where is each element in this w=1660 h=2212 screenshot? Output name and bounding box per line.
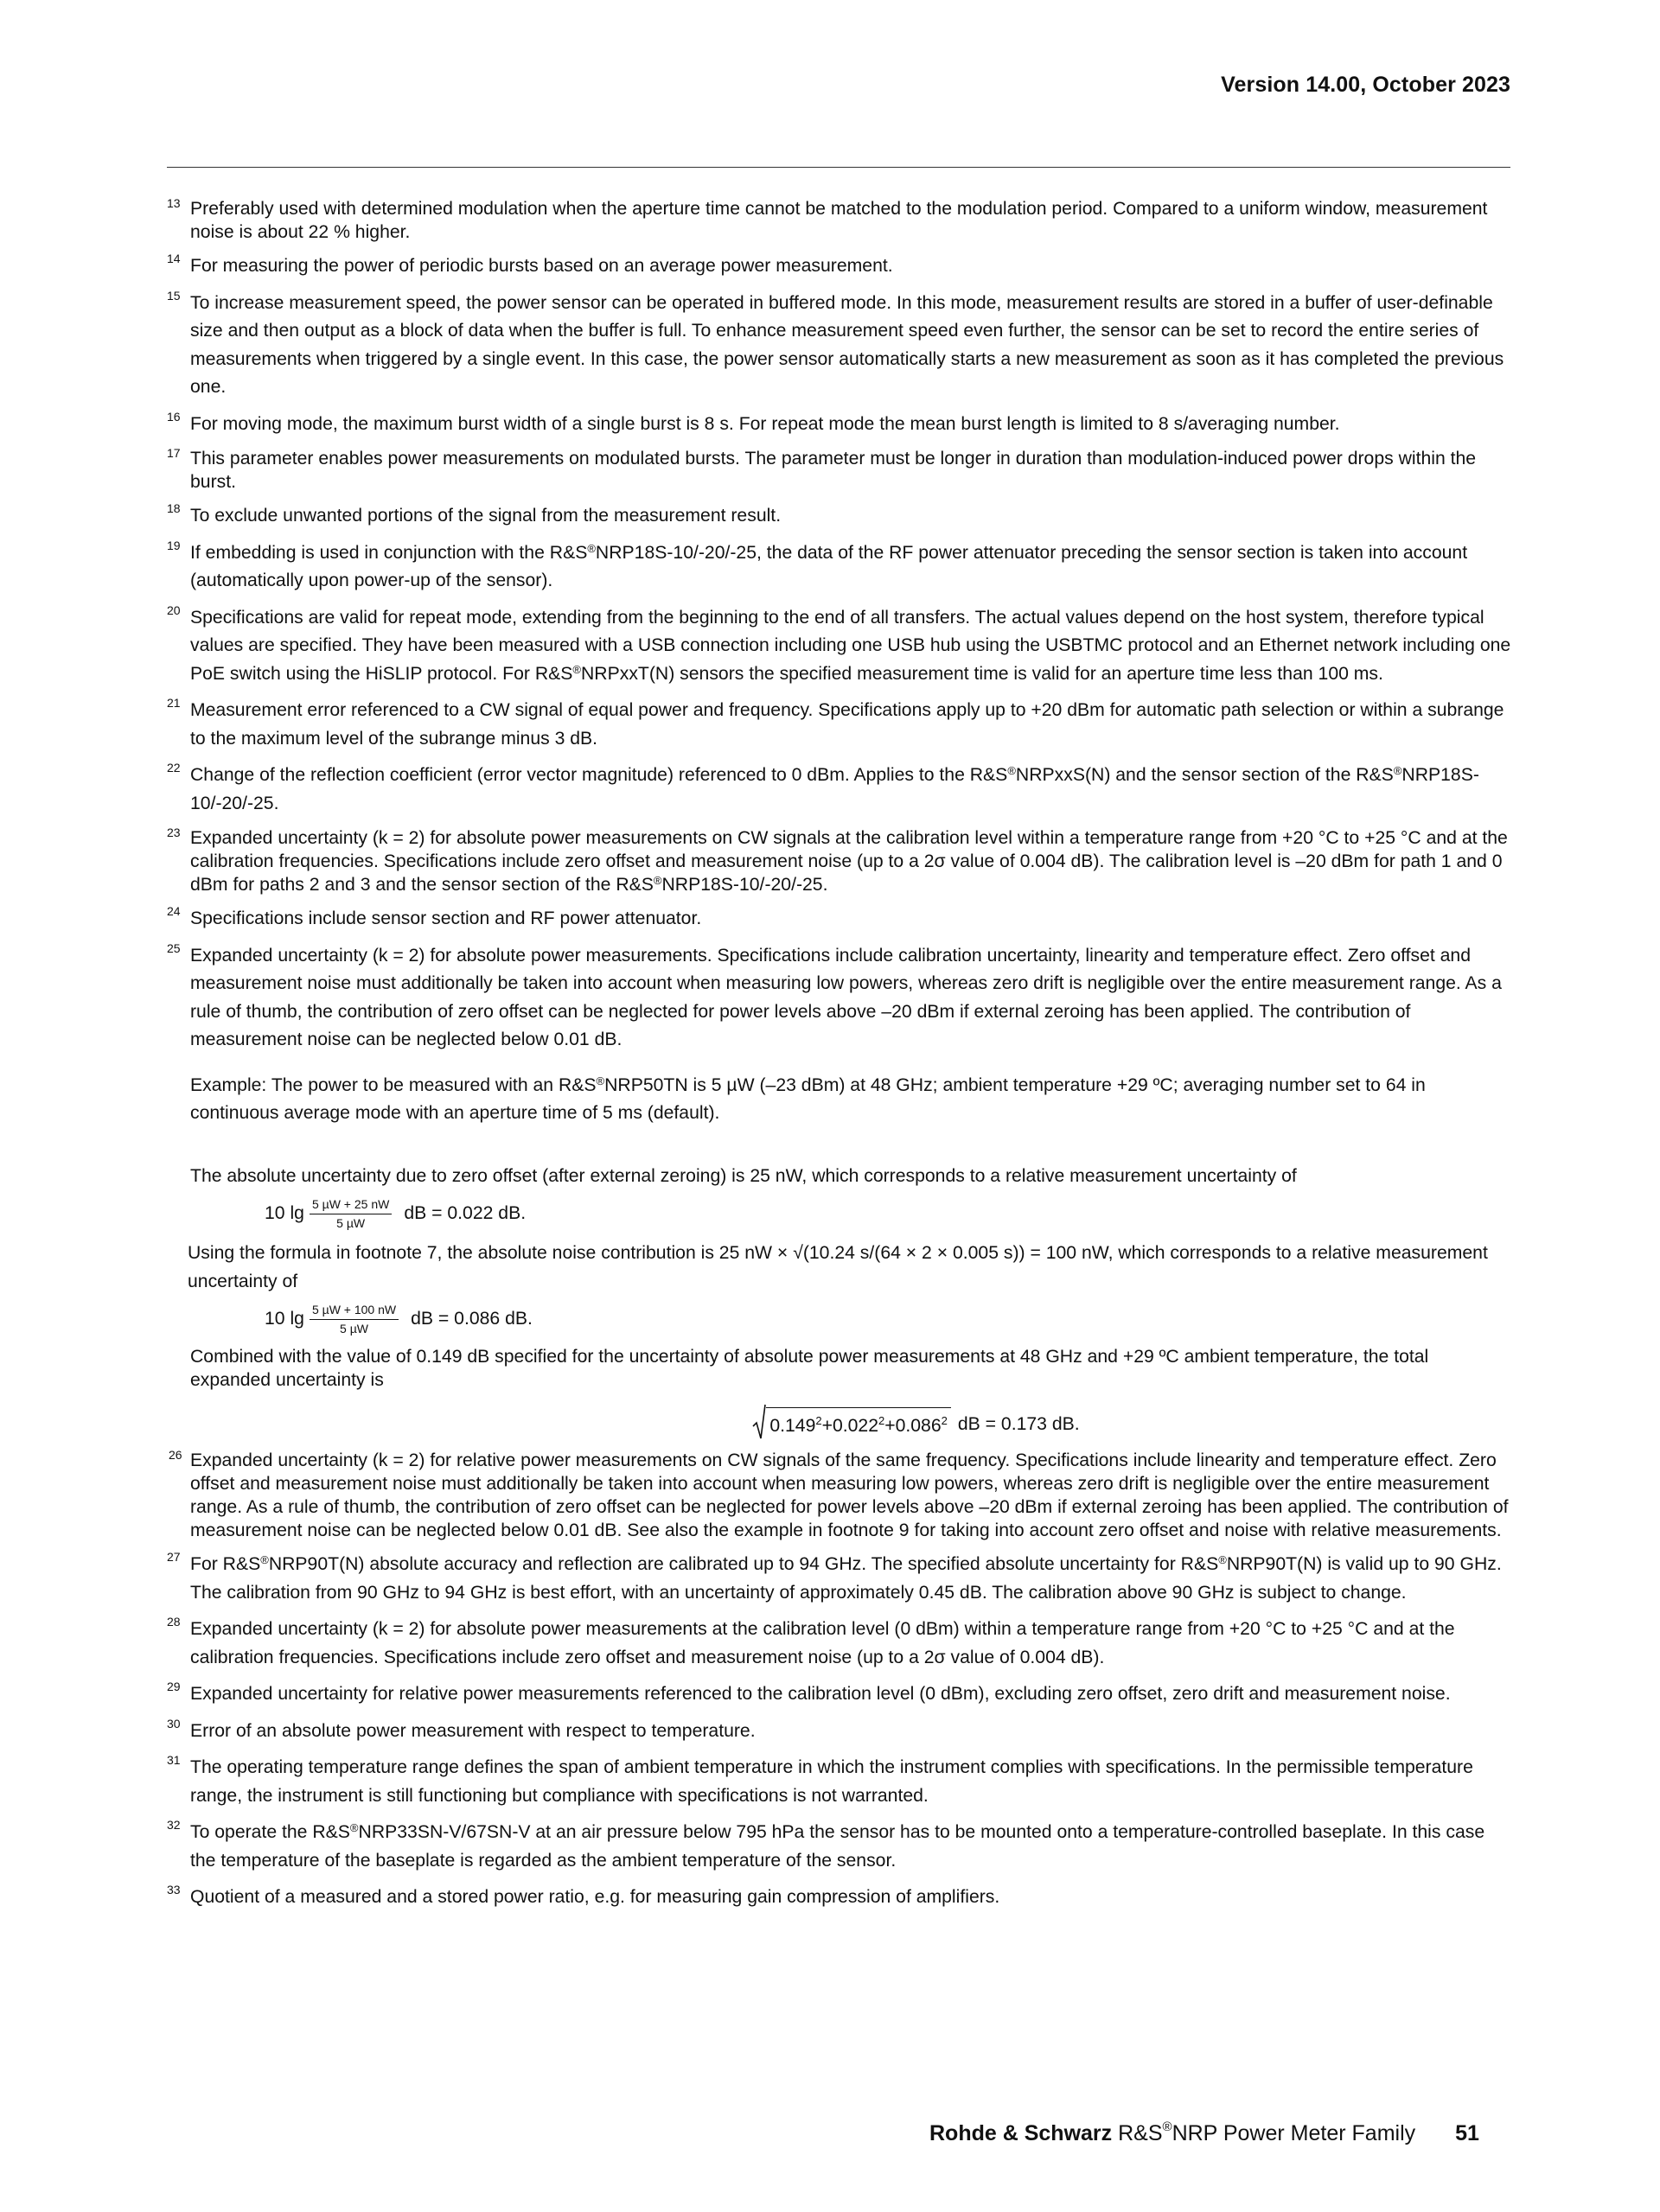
- footnote-number: 13: [167, 196, 181, 210]
- footer-brand: Rohde & Schwarz: [929, 2121, 1113, 2145]
- footnote-13: [167, 197, 1512, 244]
- footnote-text: Expanded uncertainty (k = 2) for absolute power measurements on CW signals at the calibration level within a temperature range from +20 °C to +25 °C and at the calibration frequencies. Specifications include zero offset and measurement noise (up to a 2σ value of 0.004 dB). The calibration level is –20 dBm for path 1 and 0 dBm for paths 2 and 3 and the sensor section of the R&S: [190, 828, 1508, 895]
- registered-mark: ®: [1162, 2120, 1172, 2134]
- exponent: 2: [815, 1413, 822, 1427]
- footnote-32: [167, 1819, 1512, 1875]
- term: +0.022: [821, 1415, 878, 1436]
- fraction-numerator: 5 µW + 25 nW: [310, 1197, 392, 1214]
- footnote-number: 19: [167, 538, 181, 552]
- footnote-19: [167, 539, 1512, 596]
- footnote-16: [167, 411, 1512, 439]
- footnote-28: [167, 1616, 1512, 1672]
- footnote-30: [167, 1718, 1512, 1746]
- page-footer: [929, 2121, 1479, 2146]
- registered-mark: ®: [1393, 764, 1402, 777]
- square-root: [752, 1404, 951, 1440]
- footnote-text: Specifications include sensor section and RF power attenuator.: [190, 908, 702, 928]
- footnote-text: The operating temperature range defines the span of ambient temperature in which the instrument complies with specifications. In the permissible temperature range, the instrument is still functioning but compliance with specifications is not warranted.: [190, 1757, 1473, 1806]
- footnote-paragraph: Expanded uncertainty (k = 2) for absolute power measurements. Specifications include calibration uncertainty, linearity and temperature effect. Zero offset and measurement noise must additionally be taken into account when measuring low powers, whereas zero drift is negligible over the entire measurement range. As a rule of thumb, the contribution of zero offset can be neglected for power levels above –20 dBm if external zeroing has been applied. The contribution of measurement noise can be neglected below 0.01 dB.: [190, 945, 1502, 1049]
- footnote-text: Preferably used with determined modulation when the aperture time cannot be matched to the modulation period. Compared to a uniform window, measurement noise is about 22 % higher.: [190, 199, 1488, 242]
- footnotes: [167, 197, 1512, 1921]
- footnote-text: NRP18S-10/-20/-25.: [661, 875, 828, 895]
- footnote-number: 27: [167, 1550, 181, 1564]
- footnote-text: Measurement error referenced to a CW signal of equal power and frequency. Specifications apply up to +20 dBm for automatic path selection or within a subrange to the maximum level of the subrange minus 3 dB.: [190, 700, 1504, 749]
- formula-result: dB = 0.022 dB.: [404, 1203, 527, 1224]
- footnote-text: Quotient of a measured and a stored power ratio, e.g. for measuring gain compression of amplifiers.: [190, 1887, 1000, 1907]
- footnote-number: 33: [167, 1883, 181, 1896]
- registered-mark: ®: [1218, 1553, 1227, 1566]
- footnote-number: 32: [167, 1818, 181, 1832]
- footnote-paragraph: Using the formula in footnote 7, the absolute noise contribution is 25 nW × √(10.24 s/(64 × 2 × 0.005 s)) = 100 nW, which corresponds to a relative measurement uncertainty of: [188, 1243, 1488, 1291]
- radical-sign-icon: [752, 1404, 766, 1440]
- term: 0.149: [769, 1415, 816, 1436]
- footnote-14: [167, 252, 1512, 281]
- exponent: 2: [878, 1413, 885, 1427]
- footnote-21: [167, 697, 1512, 753]
- footnote-text: To increase measurement speed, the power sensor can be operated in buffered mode. In this mode, measurement results are stored in a buffer of user-definable size and then output as a block of data when the buffer is full. To enhance measurement speed even further, the sensor can be set to record the entire series of measurements when triggered by a single event. In this case, the power sensor automatically starts a new measurement as soon as it has completed the previous one.: [190, 292, 1504, 397]
- footnote-text: NRP50TN is 5 µW (–23 dBm) at 48 GHz; ambient temperature +29 ºC; averaging number set to 64 in continuous average mode with an aperture time of 5 ms (default).: [190, 1074, 1426, 1123]
- registered-mark: ®: [349, 1821, 359, 1834]
- formula-fraction: [310, 1197, 392, 1231]
- footnote-text: Example: The power to be measured with an R&S: [190, 1074, 597, 1095]
- footnote-17: [167, 447, 1512, 494]
- footnote-text: NRP90T(N) absolute accuracy and reflection are calibrated up to 94 GHz. The specified absolute uncertainty for R&S: [268, 1554, 1219, 1574]
- footnote-text: This parameter enables power measurements on modulated bursts. The parameter must be longer in duration than modulation-induced power drops within the burst.: [190, 449, 1477, 492]
- footnote-number: 31: [167, 1753, 181, 1767]
- footnote-text: For moving mode, the maximum burst width of a single burst is 8 s. For repeat mode the mean burst length is limited to 8 s/averaging number.: [190, 413, 1340, 434]
- footnote-number: 23: [167, 826, 181, 839]
- footnote-number: 25: [167, 940, 181, 955]
- footnote-18: [167, 502, 1512, 531]
- registered-mark: ®: [653, 874, 662, 887]
- page-number: 51: [1455, 2121, 1479, 2145]
- footnote-number: 29: [167, 1680, 181, 1693]
- footnote-number: 28: [167, 1615, 181, 1629]
- footnote-text: Expanded uncertainty for relative power measurements referenced to the calibration level (0 dBm), excluding zero offset, zero drift and measurement noise.: [190, 1684, 1451, 1704]
- footnote-text: Expanded uncertainty (k = 2) for absolute power measurements at the calibration level (0 dBm) within a temperature range from +20 °C to +25 °C and at the calibration frequencies. Specifications include zero offset and measurement noise (up to a 2σ value of 0.004 dB).: [190, 1619, 1455, 1667]
- exponent: 2: [941, 1413, 948, 1427]
- registered-mark: ®: [572, 662, 581, 676]
- footnote-text: Expanded uncertainty (k = 2) for relative power measurements on CW signals of the same frequency. Specifications include linearity and temperature effect. Zero offset and measurement noise must additionally be taken into account when measuring low powers, whereas zero drift is negligible over the entire measurement range. As a rule of thumb, the contribution of zero offset can be neglected for power levels above –20 dBm if external zeroing has been applied. The contribution of measurement noise can be neglected below 0.01 dB. See also the example in footnote 9 for taking into account zero offset and noise with relative measurements.: [190, 1450, 1509, 1540]
- footnote-text: For R&S: [190, 1554, 261, 1574]
- formula-result: dB = 0.086 dB.: [411, 1309, 533, 1329]
- fraction-denominator: 5 µW: [336, 1216, 366, 1230]
- footnote-text: For measuring the power of periodic bursts based on an average power measurement.: [190, 256, 893, 276]
- footnote-text: NRPxxT(N) sensors the specified measurement time is valid for an aperture time less than 100 ms.: [581, 663, 1383, 684]
- footnote-text: NRP18S-10/-20/-25, the data of the RF power attenuator preceding the sensor section is taken into account (automatically upon power-up of the sensor).: [190, 542, 1468, 590]
- footnote-27: [167, 1551, 1512, 1607]
- term: +0.086: [884, 1415, 942, 1436]
- footnote-text: Change of the reflection coefficient (error vector magnitude) referenced to 0 dBm. Applies to the R&S: [190, 765, 1008, 785]
- footer-product: R&S: [1112, 2121, 1163, 2145]
- footnote-26: [167, 1449, 1512, 1542]
- footnote-text: If embedding is used in conjunction with the R&S: [190, 542, 588, 563]
- footnote-text: NRPxxS(N) and the sensor section of the R&S: [1015, 765, 1394, 785]
- footnote-number: 15: [167, 288, 181, 303]
- fraction-denominator: 5 µW: [340, 1322, 369, 1335]
- footnote-number: 30: [167, 1716, 181, 1731]
- formula-prefix: 10 lg: [265, 1309, 304, 1329]
- version-label: Version 14.00, October 2023: [1221, 73, 1510, 97]
- footnote-number: 20: [167, 602, 181, 617]
- footnote-29: [167, 1680, 1512, 1709]
- footer-product: NRP Power Meter Family: [1172, 2121, 1416, 2145]
- footnote-22: [167, 762, 1512, 818]
- footnote-text: NRP90T(N) is valid up to 90 GHz. The calibration from 90 GHz to 94 GHz is best effort, with an uncertainty of approximately 0.45 dB. The calibration above 90 GHz is subject to change.: [190, 1554, 1502, 1603]
- registered-mark: ®: [587, 541, 596, 555]
- formula-zero-offset: [265, 1197, 1512, 1231]
- footnote-paragraph: Combined with the value of 0.149 dB specified for the uncertainty of absolute power measurements at 48 GHz and +29 ºC ambient temperature, the total expanded uncertainty is: [190, 1347, 1429, 1390]
- footnote-number: 26: [169, 1448, 182, 1462]
- header-rule: [167, 167, 1510, 168]
- footnote-number: 17: [167, 446, 181, 460]
- footnote-24: [167, 905, 1512, 934]
- radicand: [766, 1407, 951, 1441]
- footnote-15: [167, 290, 1512, 402]
- footnote-number: 21: [167, 696, 181, 710]
- registered-mark: ®: [596, 1074, 605, 1087]
- footnote-text: To exclude unwanted portions of the signal from the measurement result.: [190, 506, 782, 526]
- footnote-25: [167, 942, 1512, 1441]
- footnote-text: NRP18S-10/-20/-25.: [190, 765, 1479, 813]
- formula-result: dB = 0.173 dB.: [957, 1413, 1080, 1434]
- footnote-number: 24: [167, 904, 181, 918]
- footnote-text: Specifications are valid for repeat mode, extending from the beginning to the end of all transfers. The actual values depend on the host system, therefore typical values are specified. They have been measured with a USB connection including one USB hub using the USBTMC protocol and an Ethernet network including one PoE switch using the HiSLIP protocol. For R&S: [190, 607, 1511, 684]
- footnote-23: [167, 826, 1512, 896]
- footnote-text: NRP33SN-V/67SN-V at an air pressure below 795 hPa the sensor has to be mounted onto a temperature-controlled baseplate. In this case the temperature of the baseplate is regarded as the ambient temperature of the sensor.: [190, 1822, 1485, 1871]
- formula-noise: [265, 1303, 1512, 1336]
- footnote-20: [167, 604, 1512, 689]
- example-paragraph: [190, 1072, 1512, 1128]
- footnote-number: 22: [167, 761, 181, 775]
- registered-mark: ®: [260, 1553, 269, 1566]
- registered-mark: ®: [1007, 764, 1016, 777]
- footnote-text: Error of an absolute power measurement with respect to temperature.: [190, 1720, 756, 1741]
- footnote-33: [167, 1884, 1512, 1912]
- footnote-number: 14: [167, 252, 181, 265]
- footnote-number: 18: [167, 501, 181, 515]
- formula-total: [190, 1404, 1512, 1440]
- footnote-number: 16: [167, 409, 181, 424]
- footnote-text: To operate the R&S: [190, 1822, 350, 1842]
- footnote-paragraph: The absolute uncertainty due to zero offset (after external zeroing) is 25 nW, which corresponds to a relative measurement uncertainty of: [190, 1165, 1297, 1186]
- formula-prefix: 10 lg: [265, 1203, 304, 1224]
- footnote-31: [167, 1754, 1512, 1810]
- fraction-numerator: 5 µW + 100 nW: [310, 1303, 399, 1320]
- formula-fraction: [310, 1303, 399, 1336]
